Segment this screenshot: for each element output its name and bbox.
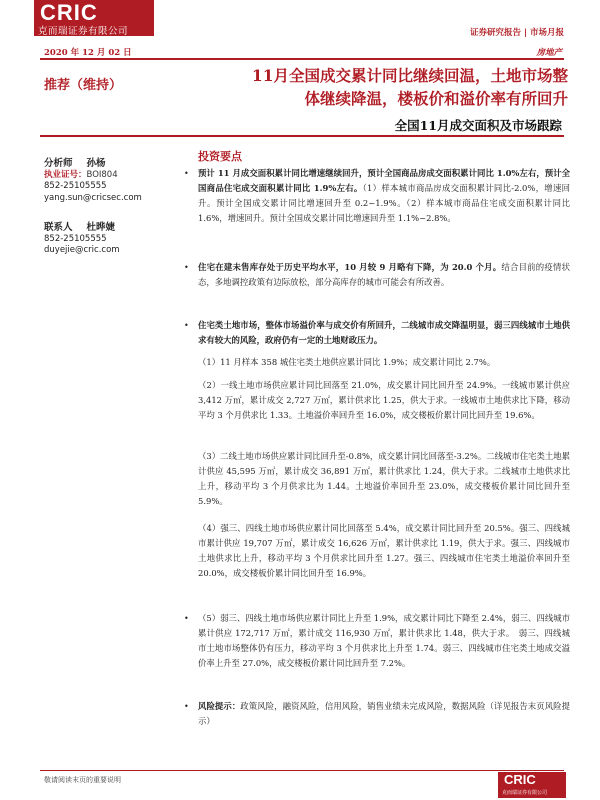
paragraph-2: （2）一线土地市场供应累计同比回落至 21.0%，成交累计同比回升至 24.9%。一线城市累计供应 3,412 万㎡，累计成交 2,727 万㎡，累计供求比 1.25，供大于求。一线城市土地供求比下降，移动平均 3 个月供求比 1.33。土地溢价率回升至 16.0%，成交楼板价累计同比回升至 19.6%。 bbox=[198, 380, 570, 420]
header-divider bbox=[40, 58, 564, 60]
bullet-2-bold: 住宅在建未售库存处于历史平均水平，10 月较 9 月略有下降，为 20.0 个月。 bbox=[198, 262, 502, 272]
bullet-1-text: （1）样本城市商品房成交面积累计同比-2.0%，增速回升。预计全国成交累计同比增速回升至 0.2~1.9%。（2）样本城市商品住宅成交面积累计同比 1.6%，增速回升。预计全国成交累计同比增速回升至 1.1%~2.8%。 bbox=[198, 183, 570, 223]
footer-divider bbox=[40, 770, 564, 771]
bullet-dot: • bbox=[184, 321, 189, 330]
report-title bbox=[190, 64, 568, 110]
paragraph-3: （3）二线土地市场供应累计同比回升至-0.8%，成交累计同比回落至-3.2%。二线城市住宅类土地累计供应 45,595 万㎡，累计成交 36,891 万㎡，累计供求比 1.24，供大于求。二线城市土地供求比上升，移动平均 3 个月供求比为 1.44。土地溢价率回升至 23.0%，成交楼板价累计同比回升至 5.9%。 bbox=[198, 451, 570, 506]
cert-label: 执业证号： bbox=[44, 169, 87, 180]
bullet-3-bold: 住宅类土地市场，整体市场溢价率与成交价有所回升，二线城市成交降温明显，弱三四线城市土地供求有较大的风险，政府仍有一定的土地财政压力。 bbox=[198, 320, 570, 345]
paragraph-5: （5）弱三、四线土地市场供应累计同比上升至 1.9%，成交累计同比下降至 2.4%，弱三、四线城市累计供应 172,717 万㎡，累计成交 116,930 万㎡，累计供求比 1.48，供大于求。 弱三、四线城市土地市场整体仍有压力，移动平均 3 个月供求比上升至 1.74。弱三、四线城市住宅类土地成交溢价率上升至 27.0%，成交楼板价累计同比回升至 7.2%。 bbox=[198, 613, 570, 668]
footer-logo bbox=[498, 772, 566, 798]
risk-text: 政策风险，融资风险，信用风险，销售业绩未完成风险，数据风险（详见报告末页风险提示） bbox=[198, 701, 571, 726]
bullet-dot: • bbox=[184, 263, 189, 272]
report-type: 证券研究报告 | 市场月报 bbox=[469, 28, 564, 38]
paragraph-1: （1）11 月样本 358 城住宅类土地供应累计同比 1.9%；成交累计同比 2.7%。 bbox=[198, 357, 496, 367]
footer-logo-text: CRIC bbox=[504, 772, 536, 787]
footer-logo-subtext: 克而瑞证券有限公司 bbox=[502, 790, 548, 796]
analyst-name: 孙杨 bbox=[86, 158, 106, 169]
risk-label: 风险提示： bbox=[198, 701, 241, 711]
title-divider bbox=[40, 135, 564, 137]
report-date: 2020 年 12 月 02 日 bbox=[44, 48, 132, 58]
analyst-role: 分析师 bbox=[44, 158, 73, 169]
logo-chinese-name: 克而瑞证券有限公司 bbox=[38, 26, 129, 37]
analyst-phone: 852-25105555 bbox=[44, 181, 107, 191]
risk-note bbox=[184, 699, 571, 729]
contact-name-row bbox=[44, 222, 184, 234]
bullet-dot: • bbox=[184, 614, 189, 623]
contact-block bbox=[44, 222, 184, 257]
contact-name: 杜晔婕 bbox=[86, 222, 116, 233]
bullet-1 bbox=[184, 166, 570, 226]
section-title: 投资要点 bbox=[198, 150, 242, 163]
analyst-cert-row bbox=[44, 170, 184, 182]
contact-phone: 852-25105555 bbox=[44, 233, 107, 244]
paragraph-5-wrap bbox=[184, 611, 570, 671]
bullet-3 bbox=[184, 318, 570, 348]
contact-email[interactable]: duyejie@cric.com bbox=[44, 245, 120, 255]
title-line-1: 11月全国成交累计同比继续回温，土地市场整 bbox=[251, 66, 568, 85]
analyst-email[interactable]: yang.sun@cricsec.com bbox=[44, 192, 142, 203]
paragraph-4: （4）强三、四线土地市场供应累计同比回落至 5.4%，成交累计同比回升至 20.5%。强三、四线城市累计供应 19,707 万㎡，累计成交 16,626 万㎡，累计供求比 1.19，供大于求。强三、四线城市土地供求比上升，移动平均 3 个月供求比回升至 1.27。强三、四线城市住宅类土地溢价率回升至 20.0%，成交楼板价累计同比回升至 16.9%。 bbox=[198, 523, 570, 578]
rating: 推荐（维持） bbox=[44, 78, 123, 93]
report-subtitle: 全国11月成交面积及市场跟踪 bbox=[394, 118, 562, 133]
footer-note: 敬请阅读末页的重要说明 bbox=[44, 776, 121, 784]
cert-number: BOI804 bbox=[86, 169, 118, 180]
title-line-2: 体继续降温，楼板价和溢价率有所回升 bbox=[304, 89, 568, 108]
bullet-dot: • bbox=[184, 702, 189, 711]
company-logo bbox=[34, 0, 154, 36]
bullet-dot: • bbox=[184, 169, 189, 178]
analyst-block bbox=[44, 158, 184, 204]
analyst-name-row bbox=[44, 158, 184, 170]
contact-role: 联系人 bbox=[44, 222, 73, 233]
bullet-2-text: 结合目前的疫情状态，多地调控政策有边际放松，部分高库存的城市可能会有所改善。 bbox=[198, 262, 570, 287]
industry-label: 房地产 bbox=[536, 48, 562, 58]
bullet-2 bbox=[184, 260, 570, 290]
logo-text: CRIC bbox=[40, 0, 98, 25]
bullet-1-bold: 预计 11 月成交面积累计同比增速继续回升，预计全国商品房成交面积累计同比 1.0%左右，预计全国商品住宅成交面积累计同比 1.9%左右。 bbox=[198, 168, 570, 193]
